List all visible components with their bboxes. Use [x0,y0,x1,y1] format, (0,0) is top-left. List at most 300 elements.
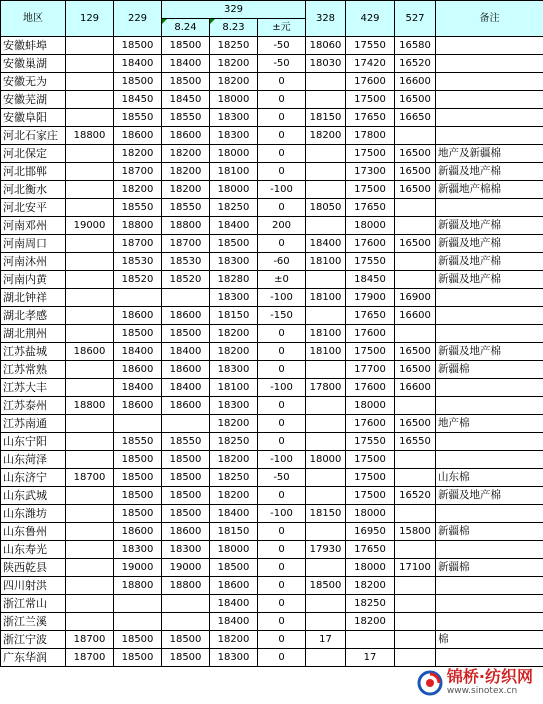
cell-c527: 16520 [395,487,436,505]
cell-c429: 17650 [346,109,395,127]
table-row [1,361,543,379]
cell-c229 [114,613,162,631]
cell-d823: 18150 [210,523,258,541]
cell-d823: 18200 [210,55,258,73]
cell-c328 [306,361,346,379]
cell-change: 0 [258,433,306,451]
cell-c229: 18300 [114,541,162,559]
cell-region: 浙江兰溪 [1,613,66,631]
cell-d823: 18250 [210,37,258,55]
cell-c527 [395,271,436,289]
table-row [1,595,543,613]
cell-c527: 16500 [395,343,436,361]
cell-c328: 18200 [306,127,346,145]
cell-remark [436,73,543,91]
cell-d824: 18500 [162,469,210,487]
cell-region: 山东武城 [1,487,66,505]
cell-region: 江苏常熟 [1,361,66,379]
cell-c328 [306,307,346,325]
table-row [1,91,543,109]
cell-region: 湖北孝感 [1,307,66,325]
cell-c527 [395,451,436,469]
cell-c328: 18060 [306,37,346,55]
cell-d823: 18300 [210,289,258,307]
cell-c429: 17900 [346,289,395,307]
cell-c527 [395,595,436,613]
cell-d824: 18450 [162,91,210,109]
cell-c429: 17500 [346,451,395,469]
cell-d824: 18600 [162,397,210,415]
cell-c429: 17500 [346,487,395,505]
cell-c328 [306,613,346,631]
cell-c527 [395,469,436,487]
cell-c229: 18500 [114,649,162,667]
cell-c328 [306,433,346,451]
cell-c129 [66,361,114,379]
header-remark: 备注 [436,1,543,37]
cell-d824: 18200 [162,163,210,181]
cell-d823: 18400 [210,505,258,523]
cell-c328 [306,559,346,577]
cell-c429: 18000 [346,397,395,415]
cell-c527: 16500 [395,91,436,109]
cell-c429: 17600 [346,235,395,253]
cell-c429: 17550 [346,433,395,451]
cell-c429: 17600 [346,415,395,433]
cell-c129: 18800 [66,397,114,415]
cell-c429: 17600 [346,379,395,397]
table-row [1,199,543,217]
cell-c429: 17500 [346,469,395,487]
cell-c229 [114,289,162,307]
cell-change: 0 [258,415,306,433]
cell-c229: 18500 [114,487,162,505]
cell-d823: 18200 [210,73,258,91]
cell-region: 湖北荆州 [1,325,66,343]
table-row [1,343,543,361]
cell-c328: 18100 [306,253,346,271]
cell-c129: 18700 [66,649,114,667]
cell-remark [436,397,543,415]
cell-c527: 16500 [395,415,436,433]
cell-c429: 17700 [346,361,395,379]
cell-c429: 17550 [346,37,395,55]
cell-change: -100 [258,379,306,397]
cell-c328: 17930 [306,541,346,559]
cell-d823: 18250 [210,469,258,487]
cell-c229: 18530 [114,253,162,271]
cell-region: 河北邯郸 [1,163,66,181]
cell-c129 [66,37,114,55]
cell-change: 0 [258,595,306,613]
cell-c328: 18500 [306,577,346,595]
header-129: 129 [66,1,114,37]
cell-c429: 17600 [346,73,395,91]
cell-d824: 18200 [162,181,210,199]
cell-c229: 18500 [114,631,162,649]
cell-d824: 18800 [162,217,210,235]
cell-d823: 18250 [210,433,258,451]
cell-c129 [66,559,114,577]
cell-d824: 18400 [162,55,210,73]
cell-c229: 18600 [114,127,162,145]
cell-c229: 18500 [114,73,162,91]
cell-region: 山东鲁州 [1,523,66,541]
table-body [1,37,543,667]
cell-remark: 新疆棉 [436,361,543,379]
cell-c527 [395,613,436,631]
cell-change: 0 [258,91,306,109]
table-row [1,559,543,577]
cell-c229: 18500 [114,451,162,469]
cell-c429: 18000 [346,505,395,523]
cell-c527 [395,253,436,271]
cell-c129: 18700 [66,631,114,649]
cell-c328: 18100 [306,343,346,361]
cell-remark: 新疆及地产棉 [436,253,543,271]
cell-c429: 17300 [346,163,395,181]
cell-d823: 18250 [210,199,258,217]
cell-d824: 18500 [162,325,210,343]
cell-c527 [395,541,436,559]
cell-d823: 18150 [210,307,258,325]
cell-change: 0 [258,325,306,343]
cell-change: 0 [258,163,306,181]
cell-c229: 18800 [114,577,162,595]
cell-c429: 17500 [346,91,395,109]
cell-c229: 18550 [114,199,162,217]
cell-c129 [66,379,114,397]
cell-remark: 新疆及地产棉 [436,235,543,253]
cell-c527: 16500 [395,235,436,253]
cell-change: -50 [258,55,306,73]
cell-c129 [66,325,114,343]
cell-region: 安徽阜阳 [1,109,66,127]
cell-remark [436,307,543,325]
cell-region: 四川射洪 [1,577,66,595]
cell-d823: 18200 [210,631,258,649]
cell-c129: 18700 [66,469,114,487]
cell-c328 [306,181,346,199]
cell-d824: 19000 [162,559,210,577]
cell-d824: 18400 [162,343,210,361]
cell-region: 江苏南通 [1,415,66,433]
cell-region: 山东济宁 [1,469,66,487]
cell-remark: 新疆地产棉棉 [436,181,543,199]
cell-c129 [66,577,114,595]
table-row [1,505,543,523]
cell-d823: 18000 [210,541,258,559]
cell-c129 [66,109,114,127]
table-row [1,145,543,163]
cell-c429: 18200 [346,613,395,631]
cell-change: 0 [258,343,306,361]
cell-c527 [395,217,436,235]
cell-c129 [66,91,114,109]
cell-c328: 18400 [306,235,346,253]
cell-change: 0 [258,199,306,217]
cell-change: 0 [258,361,306,379]
cell-c328: 18150 [306,109,346,127]
header-329: 329 [162,1,306,19]
cell-region: 河北石家庄 [1,127,66,145]
cell-d823: 18300 [210,649,258,667]
cell-c129 [66,433,114,451]
cell-region: 河北保定 [1,145,66,163]
cell-d823: 18200 [210,325,258,343]
cell-c129 [66,505,114,523]
cell-c527: 16520 [395,55,436,73]
cell-c328 [306,595,346,613]
cell-c328 [306,397,346,415]
table-row [1,289,543,307]
cell-c527: 16500 [395,145,436,163]
cell-region: 浙江宁波 [1,631,66,649]
cell-region: 河南周口 [1,235,66,253]
cell-d823: 18100 [210,379,258,397]
cell-c429: 17800 [346,127,395,145]
cell-change: -60 [258,253,306,271]
cell-c429: 18250 [346,595,395,613]
cell-remark: 新疆及地产棉 [436,343,543,361]
cell-c527 [395,631,436,649]
cell-c328: 18050 [306,199,346,217]
cell-change: -150 [258,307,306,325]
cell-change: 0 [258,145,306,163]
header-date-823: 8.23 [210,19,258,37]
cell-c229: 18500 [114,505,162,523]
cell-c429: 17650 [346,307,395,325]
table-row [1,631,543,649]
cell-d824: 18600 [162,307,210,325]
cell-d823: 18000 [210,145,258,163]
cell-c229: 18500 [114,325,162,343]
cell-d823: 18300 [210,253,258,271]
cell-c129: 19000 [66,217,114,235]
cell-c328 [306,415,346,433]
cell-remark [436,505,543,523]
cell-c229: 18520 [114,271,162,289]
cell-c129 [66,289,114,307]
cell-d824: 18520 [162,271,210,289]
cell-c328: 18100 [306,325,346,343]
table-row [1,397,543,415]
cell-c527: 17100 [395,559,436,577]
cell-region: 山东潍坊 [1,505,66,523]
cell-region: 山东宁阳 [1,433,66,451]
cell-change: ±0 [258,271,306,289]
cell-c527: 15800 [395,523,436,541]
cell-change: 0 [258,127,306,145]
cell-c129 [66,415,114,433]
cell-c328 [306,91,346,109]
cell-c229: 19000 [114,559,162,577]
cell-remark: 地产棉 [436,415,543,433]
cell-remark: 新疆及地产棉 [436,217,543,235]
cell-c527: 16500 [395,181,436,199]
cell-d823: 18200 [210,343,258,361]
cell-d823: 18300 [210,361,258,379]
cell-c328 [306,163,346,181]
cell-c527 [395,325,436,343]
cell-c429: 16950 [346,523,395,541]
cell-c328: 18150 [306,505,346,523]
cell-c328 [306,649,346,667]
cell-region: 安徽芜湖 [1,91,66,109]
cell-remark: 新疆及地产棉 [436,487,543,505]
cell-c229: 18600 [114,397,162,415]
cell-remark: 新疆及地产棉 [436,163,543,181]
cell-change: -50 [258,37,306,55]
cell-remark: 地产及新疆棉 [436,145,543,163]
cell-remark: 新疆及地产棉 [436,271,543,289]
cell-c229: 18700 [114,163,162,181]
table-row [1,307,543,325]
cell-region: 广东华润 [1,649,66,667]
cell-change: -100 [258,181,306,199]
cell-c328 [306,469,346,487]
cell-c429: 17500 [346,181,395,199]
cell-c328: 18030 [306,55,346,73]
cell-c129 [66,145,114,163]
cell-remark [436,55,543,73]
cell-c429: 17500 [346,145,395,163]
site-watermark [413,667,537,698]
cell-remark [436,595,543,613]
cell-remark: 棉 [436,631,543,649]
cell-remark: 山东棉 [436,469,543,487]
cell-region: 陕西乾县 [1,559,66,577]
cell-c328: 18000 [306,451,346,469]
cell-change: 200 [258,217,306,235]
cell-c527: 16900 [395,289,436,307]
cell-c229: 18500 [114,469,162,487]
cell-d823: 18400 [210,613,258,631]
cell-c129 [66,613,114,631]
table-row [1,181,543,199]
cell-d824: 18500 [162,487,210,505]
table-row [1,523,543,541]
table-row [1,55,543,73]
cell-c229: 18600 [114,307,162,325]
cell-d824: 18600 [162,361,210,379]
cell-remark [436,37,543,55]
table-row [1,577,543,595]
cell-change: 0 [258,109,306,127]
cell-d823: 18400 [210,595,258,613]
cell-d824: 18550 [162,433,210,451]
cell-c527: 16600 [395,73,436,91]
table-row [1,379,543,397]
header-date-824: 8.24 [162,19,210,37]
cell-region: 山东寿光 [1,541,66,559]
cell-region: 浙江常山 [1,595,66,613]
cell-c328: 18100 [306,289,346,307]
cell-c229: 18450 [114,91,162,109]
cell-c129: 18600 [66,343,114,361]
cell-remark: 新疆棉 [436,559,543,577]
cell-c429: 18450 [346,271,395,289]
cell-c429 [346,631,395,649]
cell-c429: 17420 [346,55,395,73]
cell-c229: 18200 [114,145,162,163]
cell-c229: 18700 [114,235,162,253]
cell-c429: 17600 [346,325,395,343]
cell-region: 河北衡水 [1,181,66,199]
cell-d824: 18500 [162,37,210,55]
table-header [1,1,543,37]
cell-change: 0 [258,541,306,559]
cell-c429: 17550 [346,253,395,271]
cell-remark [436,199,543,217]
cell-d823: 18200 [210,487,258,505]
cell-d824: 18500 [162,631,210,649]
cell-c527 [395,577,436,595]
cell-region: 河南内黄 [1,271,66,289]
cell-d824: 18550 [162,199,210,217]
cell-c229: 18200 [114,181,162,199]
circular-swirl-logo-icon [417,670,443,696]
cell-region: 江苏大丰 [1,379,66,397]
cell-c527: 16650 [395,109,436,127]
cell-change: -100 [258,289,306,307]
cell-change: -100 [258,505,306,523]
cell-remark [436,109,543,127]
cell-change: 0 [258,559,306,577]
cell-region: 河南邓州 [1,217,66,235]
watermark-name: 锦桥·纺织网 [446,667,533,686]
cell-d824 [162,289,210,307]
cell-d824: 18500 [162,73,210,91]
cell-c129 [66,73,114,91]
cell-c527: 16600 [395,307,436,325]
header-change: ±元 [258,19,306,37]
cell-c328: 17 [306,631,346,649]
cell-c328 [306,145,346,163]
cell-d824: 18800 [162,577,210,595]
cell-c129 [66,271,114,289]
cell-c129 [66,451,114,469]
cell-remark [436,577,543,595]
cell-remark: 新疆棉 [436,523,543,541]
cell-change: 0 [258,613,306,631]
cell-region: 江苏盐城 [1,343,66,361]
cell-c527 [395,505,436,523]
table-row [1,649,543,667]
cell-c129 [66,307,114,325]
cell-remark [436,289,543,307]
cell-c129 [66,541,114,559]
cell-c229: 18600 [114,523,162,541]
cell-region: 河北安平 [1,199,66,217]
cell-c429: 18000 [346,559,395,577]
watermark-url: www.sinotex.cn [446,686,518,696]
cell-d824 [162,415,210,433]
cell-c229: 18800 [114,217,162,235]
cell-d823: 18000 [210,181,258,199]
cell-c129: 18800 [66,127,114,145]
table-row [1,217,543,235]
header-region: 地区 [1,1,66,37]
cell-remark [436,325,543,343]
cell-d824: 18500 [162,451,210,469]
cell-change: -100 [258,451,306,469]
table-row [1,37,543,55]
cell-d824: 18300 [162,541,210,559]
cell-d823: 18100 [210,163,258,181]
cell-d823: 18500 [210,559,258,577]
table-row [1,235,543,253]
